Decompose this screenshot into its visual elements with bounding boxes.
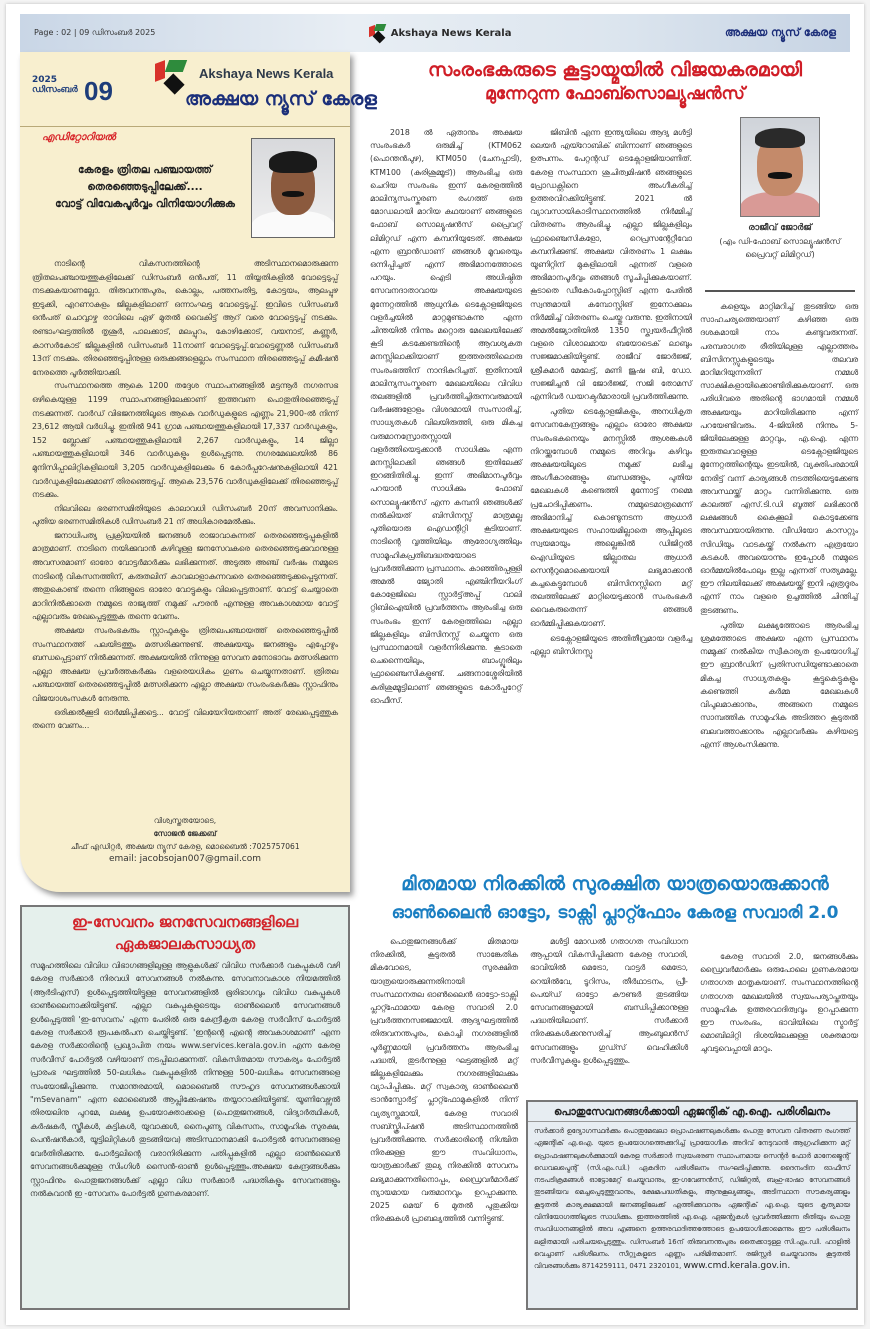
savari-column-1 xyxy=(370,935,518,1227)
issue-day: 09 xyxy=(84,76,113,106)
paragraph: ടെക്നോളജിയുടെ അതിതീവ്രമായ വളർച്ച എല്ലാ ബിസിനസ്സു xyxy=(530,633,692,656)
author-name: സോജൻ ജേക്കബ് xyxy=(153,829,217,838)
eseva-body: സമൂഹത്തിലെ വിവിധ വിഭാഗങ്ങളിലുള്ള ആളുകൾക്ക് വിവിധ സർക്കാർ വകുപ്പുകൾ വഴി കേരള സർക്കാർ നിരവധി സേവനങ്ങൾ നൽകുന്നു. സേവനാവകാശ നിയമത്തിൽ (ആർടിഎസ്) ഉൾപ്പെടുത്തിയിട്ടുള്ള സേവനങ്ങളിൽ ഭൂരിഭാഗവും വിവിധ വകുപ്പുകൾ ഓൺലൈനാക്കിയിട്ടുണ്ട്. എല്ലാ വകുപ്പുകളുടെയും ഓൺലൈൻ സേവനങ്ങൾ ഉൾപ്പെടുത്തി 'ഇ-സേവനം' എന്ന പേരിൽ ഒരു കേന്ദ്രീകൃത കേരള സർവീസ് പോർട്ടൽ കേരള സർക്കാർ രൂപകൽപന ചെയ്തിട്ടുണ്ട്. 'ഇന്റന്റെ എന്റെ അവകാശമാണ്' എന്ന കേരള സർക്കാരിന്റെ പ്രഖ്യാപിത നയം www.services.kerala.gov.in എന്ന കേരള സർവീസ് പോർട്ടൽ വഴിയാണ് നടപ്പിലാക്കുന്നത്. വികസിതമായ സൗകര്യം പോർട്ടൽ പ്രാരംഭ ഘട്ടത്തിൽ 50-ലധികം വകുപ്പുകളിൽ നിന്നുള്ള 500-ലധികം സേവനങ്ങളെ സംയോജിപ്പിക്കുന്നു. സമാന്തരമായി, മൊബൈൽ സൗഹൃദ സേവനങ്ങൾക്കായി "mSevanam" എന്ന മൊബൈൽ ആപ്ലിക്കേഷനും തയ്യാറാക്കിയിട്ടുണ്ട്. യൂണിവേഴ്സൽ തിരയലിനു പുറമേ, ലക്ഷ്യ ഉപയോക്താക്കളെ (പൊതുജനങ്ങൾ, വിദ്യാർത്ഥികൾ, കർഷകർ, സ്ത്രീകൾ, കുട്ടികൾ, യുവാക്കൾ, നൈപുണ്യ വികസനം, സാമൂഹിക സുരക്ഷ, പെൻഷൻകാർ, യൂട്ടിലിറ്റികൾ തുടങ്ങിയവ) അടിസ്ഥാനമാക്കി പോർട്ടൽ സേവനങ്ങളെ വേർതിരിക്കുന്നു. പോർട്ടലിന്റെ വരാനിരിക്കുന്ന പതിപ്പുകളിൽ എല്ലാ ഓൺലൈൻ സേവനങ്ങൾക്കുമുള്ള സിംഗിൾ സൈൻ-ഓൺ ഉൾപ്പെടുത്തും.അക്ഷയ കേന്ദ്രങ്ങൾക്കും സ്റ്റാഫിനും പൊതുജനങ്ങൾക്ക് എല്ലാ വിധ സർക്കാർ പദ്ധതികളും സേവനങ്ങളും നൽകുവാൻ ഇ -സേവനം പോർട്ടൽ ഗുണകരമാണ്. xyxy=(30,961,340,1198)
author-role: ചീഫ് എഡിറ്റർ, അക്ഷയ ന്യൂസ് കേരള, മൊബൈൽ :7025757061 xyxy=(70,842,300,851)
header-brand-en: Akshaya News Kerala xyxy=(390,27,512,39)
paragraph: അക്ഷയ സംരംഭകരും സ്റ്റാഫുകളും ത്രിതലപഞ്ചായത്ത് തെരഞ്ഞെടുപ്പിൽ സംസ്ഥാനത്ത് പലയിടത്തും മത്സരിക്കുന്നുണ്ട്. അക്ഷയയും ജനങ്ങളും എപ്പോഴും ബന്ധപ്പെട്ടാണ് നിൽക്കുന്നത്. അക്ഷയയിൽ നിന്നുള്ള സേവന മനോഭാവം മത്സരിക്കുന്ന എല്ലാ അക്ഷയ പ്രവർത്തകർക്കും വളരെയധികം ഗുണം ചെയ്യുന്നതാണ്. ത്രിതല പഞ്ചായത്ത് തെരഞ്ഞെടുപ്പിൽ മത്സരിക്കുന്ന എല്ലാ അക്ഷയ സംരംഭകർക്കും സ്റ്റാഫിനും വിജയാശംസകൾ നേരുന്നു. xyxy=(32,626,338,703)
eseva-article xyxy=(20,905,350,1310)
headline-line: തെരഞ്ഞെടുപ്പിലേക്ക്.... xyxy=(87,181,203,193)
paragraph: ഒരിക്കൽക്കൂടി ഓർമ്മിപ്പിക്കട്ടെ... വോട്ട് വിലയേറിയതാണ് അത് രേഖപ്പെടുത്തുക തന്നെ വേണം... xyxy=(32,707,338,731)
masthead xyxy=(20,52,377,127)
paragraph: മൾട്ടി മോഡൽ ഗതാഗത സംവിധാന ആപ്പായി വികസിപ്പിക്കുന്ന കേരള സവാരി, ഭാവിയിൽ മെട്രോ, വാട്ടർ മെട്രോ, റെയിൽവേ, ടൂറിസം, തീർഥാടനം, പ്രീ-പെയ്ഡ് ഓട്ടോ കൗണ്ടർ തുടങ്ങിയ സേവനങ്ങളുമായി ബന്ധിപ്പിക്കാനുള്ള പദ്ധതിയിലാണ്. സർക്കാർ നിരക്കുകൾക്കനുസരിച്ച് ആംബുലൻസ് സേവനങ്ങളും ഗുഡ്സ് വെഹിക്കിൾ സർവീസുകളും ഉൾപ്പെടുത്തും. xyxy=(530,937,688,1065)
page-number-date: Page : 02 | 09 ഡിസംബർ 2025 xyxy=(34,28,156,37)
md-caption xyxy=(705,222,855,261)
md-name: രാജീവ് ജോർജ് xyxy=(748,223,812,233)
paragraph: പുതിയ ലക്ഷ്യത്തോടെ ആരംഭിച്ച ശ്രമത്തോടെ അക്ഷയ എന്ന പ്രസ്ഥാനം നമ്മുക്ക് നൽകിയ സ്വീകാര്യത ഉപയോഗിച്ച് ഈ ബ്രാൻഡിന് പ്രതിസന്ധിയുണ്ടാക്കാതെ മികച്ച സാധ്യതകളും കൂട്ടുകെട്ടുകളും കണ്ടെത്തി കർമ്മ മേഖലകൾ വിപുലമാക്കാനും, അങ്ങനെ നമ്മുടെ സാമ്പത്തിക സാമൂഹിക അടിത്തറ കൂടുതൽ ബലവത്താക്കാനും എല്ലാവർക്കും കഴിയട്ടെ എന്ന് ആശംസിക്കുന്നു. xyxy=(700,620,858,749)
feature-headline xyxy=(370,58,860,106)
md-role: (എം ഡി-ഫോബ് സൊല്യൂഷൻസ് പ്രൈവറ്റ് ലിമിറ്റഡ്) xyxy=(719,237,841,259)
headline-line: കേരളം ത്രിതല പഞ്ചായത്ത് xyxy=(78,164,212,176)
issue-year: 2025 xyxy=(32,75,58,85)
paragraph: കേരള സവാരി 2.0, ജനങ്ങൾക്കും ഡ്രൈവർമാർക്കും ഒരുപോലെ ഗുണകരമായ ഗതാഗത മാതൃകയാണ്. സംസ്ഥാനത്തിന്റെ ഗതാഗത മേഖലയിൽ സ്വയംപര്യാപ്തതയും സാമൂഹിക ഉത്തരവാദിത്വവും ഉറപ്പാക്കുന്ന ഈ സംരംഭം, ഭാവിയിലെ സ്മാർട്ട് മൊബിലിറ്റി ദിശയിലേക്കുള്ള ശക്തമായ ചുവടുവെപ്പായി മാറും. xyxy=(700,952,858,1054)
author-email[interactable]: email: jacobsojan007@gmail.com xyxy=(108,854,262,864)
savari-headline xyxy=(370,870,860,928)
editorial-body xyxy=(32,257,338,733)
ai-title: പൊതുസേവനങ്ങൾക്കായി ഏജന്റിക് എ.ഐ. പരിശീലനം xyxy=(528,1102,856,1122)
headline-line: വോട്ട് വിവേകപൂർവ്വം വിനിയോഗിക്കുക xyxy=(55,198,235,210)
feature-column-2 xyxy=(530,126,692,660)
signoff: വിശ്വസ്തതയോടെ, xyxy=(153,816,217,825)
editor-photo xyxy=(251,138,335,238)
paragraph: സംസ്ഥാനത്തെ ആകെ 1200 തദ്ദേശ സ്ഥാപനങ്ങളിൽ മട്ടന്നൂർ നഗരസഭ ഒഴികെയുള്ള 1199 സ്ഥാപനങ്ങളിലേക്കാണ് ഇത്തവണ പൊതുതിരഞ്ഞെടുപ്പ് നടക്കുന്നത്. വാർഡ് വിഭജനത്തിലൂടെ ആകെ വാർഡുകളുടെ എണ്ണം 21,900-ൽ നിന്ന് 23,612 ആയി വർധിച്ചു. ഇതിൽ 941 ഗ്രാമ പഞ്ചായത്തുകളിലായി 17,337 വാർഡുകളും, 152 ബ്ലോക്ക് പഞ്ചായത്തുകളിലായി 2,267 വാർഡുകളും, 14 ജില്ലാ പഞ്ചായത്തുകളിലായി 346 വാർഡുകളും ഉൾപ്പെടുന്നു. നഗരമേഖലയിൽ 86 മുനിസിപ്പാലിറ്റികളിലായി 3,205 വാർഡുകളിലേക്കും 6 കോർപ്പറേഷനുകളിലായി 421 വാർഡുകളിലേക്കുമാണ് തിരഞ്ഞെടുപ്പ്. ആകെ 23,576 വാർഡുകളിലേക്ക് തിരഞ്ഞെടുപ്പ് നടക്കും. xyxy=(32,381,338,500)
feature-column-1 xyxy=(370,126,522,709)
paragraph: 2018 ൽ ഏതാനും അക്ഷയ സംരംഭകർ ഒരുമിച്ച് (KTM062 (പൊന്തൻപുഴ), KTM050 (ചേനപ്പാടി), KTM100 (കുരിശുമ്മൂട്)) ആരംഭിച്ച ഒരു ചെറിയ സംരംഭം ഇന്ന് കേരളത്തിൽ മാലിന്യസംസ്കരണ രംഗത്ത് ഒരു മോഡലായി മാറിയ കഥയാണ് ഞങ്ങളുടെ ഫോബ് സൊല്യൂഷൻസ് പ്രൈവറ്റ് ലിമിറ്റഡ് എന്ന കമ്പനിയുടേത്. അക്ഷയ എന്ന ബ്രാൻഡാണ് ഞങ്ങൾ മൂവരെയും ഒന്നിപ്പിച്ചത് എന്ന് അഭിമാനത്തോടെ പറയും. ഐടി അധിഷ്ഠിത സേവനദാതാവായ അക്ഷയയുടെ മുന്നേറ്റത്തിൽ ആധുനിക ടെക്നോളജിയുടെ വളർച്ചയിൽ മാറ്റമുണ്ടാകുന്നു എന്ന ചിന്തയിൽ നിന്നും മറ്റൊരു മേഖലയിലേക്ക് കൂടി കടക്കേണ്ടതിന്റെ ആവശ്യകത മനസ്സിലാക്കിയാണ് ഇത്തരത്തിലൊരു സംരംഭത്തിന് നാന്ദികുറിച്ചത്. ഇതിനായി മാലിന്യസംസ്കരണ മേഖലയിലെ വിവിധ തലങ്ങളിൽ പ്രവർത്തിച്ചിരുന്നവരുമായി വർഷങ്ങളോളം വിശദമായി സംസാരിച്ച്, സാധ്യതകൾ വിലയിരുത്തി, ഒരു മികച്ച വരുമാനസ്രോതസ്സായി വളർത്തിയെടുക്കാൻ സാധിക്കും എന്ന മനസ്സിലാക്കി ഞങ്ങൾ ഇതിലേക്ക് ഇറങ്ങിതിരിച്ചു. ഇന്ന് അഭിമാനപൂർവ്വം പറയാൻ സാധിക്കും ഫോബ് സൊല്യൂഷൻസ് എന്ന കമ്പനി ഞങ്ങൾക്ക് നൽകിയത് ബിസിനസ്സ് മാത്രമല്ല പുതിയൊരു ഐഡന്റിറ്റി കൂടിയാണ്. നാടിന്റെ വൃത്തിയിലും ആരോഗ്യത്തിലും സാമൂഹികപ്രതിബദ്ധതയോടെ പ്രവർത്തിക്കുന്ന പ്രസ്ഥാനം. കാഞ്ഞിരപ്പള്ളി അമൽ ജ്യോതി എഞ്ചിനീയറിംഗ് കോളേജിലെ സ്റ്റാർട്ട്അപ്പ് വാലി റ്റിബിഐയിൽ പ്രവർത്തനം ആരംഭിച്ച ഒരു സംരംഭം ഇന്ന് കേരളത്തിലെ എല്ലാ ജില്ലകളിലും ബിസിനസ്സ് ചെയ്യുന്ന ഒരു പ്രസ്ഥാനമായി വളർന്നിരിക്കുന്നു. കൂടാതെ ചെന്നൈയിലും, ബാംഗ്ലൂരിലും ഫ്രാഞ്ചൈസികളുണ്ട്. ചങ്ങനാശ്ശേരിയിൽ കുരിശുമ്മൂട്ടിലാണ് ഞങ്ങളുടെ കോർപ്പറേറ്റ് ഓഫീസ്. xyxy=(370,128,523,705)
paragraph: നിലവിലെ ഭരണസമിതിയുടെ കാലാവധി ഡിസംബർ 20ന് അവസാനിക്കും. പുതിയ ഭരണസമിതികൾ ഡിസംബർ 21 ന് അധികാരമേൽക്കും. xyxy=(32,503,338,527)
paragraph: പുതിയ ടെക്നോളജികളും, അനധികൃത സേവനകേന്ദ്രങ്ങളും എല്ലാം ഓരോ അക്ഷയ സംരംഭകനെയും മനസ്സിൽ ആശങ്കകൾ നിറയ്ക്കുമ്പോൾ നമ്മുടെ അറിവും കഴിവും അക്ഷയയിലൂടെ നമുക്ക് ലഭിച്ച അംഗീകാരങ്ങളും ബന്ധങ്ങളും, പുതിയ മേഖലകൾ കണ്ടെത്തി മുന്നോട്ട് നമ്മെ പ്രചോദിപ്പിക്കണം. നമ്മുടെമാത്രമെന്ന് അഭിമാനിച്ച് കൊണ്ടുനടന്ന ആധാർ അക്ഷയയുടെ സഹായമില്ലാതെ ആപ്പിലൂടെ സ്വയമായും അല്ലെങ്കിൽ ഡിജിറ്റൽ ഐഡിയൂടെ ജില്ലാതല ആധാർ സെന്ററുമൊക്കെയായി ലഭ്യമാക്കാൻ കച്ചകെട്ടുമ്പോൾ ബിസിനസ്സിനെ മറ്റ് തലത്തിലേക്ക് മാറ്റിയെടുക്കാൻ സംരംഭകർ വൈകരുതെന്ന് ഞങ്ങൾ ഓർമ്മിപ്പിക്കുകയാണ്. xyxy=(530,407,692,628)
signature-block xyxy=(32,814,338,866)
paragraph: നാടിന്റെ വികസനത്തിന്റെ അടിസ്ഥാനമൊരുക്കുന്ന ത്രിതലപഞ്ചായത്തുകളിലേക്ക് ഡിസംബർ ഒൻപത്, 11 തിയ്യതികളിൽ വോട്ടെടുപ്പ് നടക്കുകയാണല്ലോ. തിരുവനന്തപുരം, കൊല്ലം, പത്തനംതിട്ട, കോട്ടയം, ആലപ്പുഴ ഇടുക്കി, എറണാകുളം ജില്ലകളിലാണ് ഒന്നാംഘട്ട വോട്ടെടുപ്പ്. ഇവിടെ ഡിസംബർ ഒൻപത് ചൊവ്വാഴ്ച രാവിലെ ഏഴ് മുതൽ വൈകിട്ട് ആറ് വരെ വോട്ടെടുപ്പ് നടക്കും. രണ്ടാംഘട്ടത്തിൽ തൃശൂർ, പാലക്കാട്, മലപ്പുറം, കോഴിക്കോട്, വയനാട്, കണ്ണൂർ, കാസർകോട് ജില്ലകളിൽ ഡിസംബർ 11നാണ് വോട്ടെടുപ്പ്.വോട്ടെണ്ണൽ ഡിസംബർ 13ന് നടക്കും. തിരഞ്ഞെടുപ്പിനുള്ള ഒരുക്കങ്ങളെല്ലാം സംസ്ഥാന തിരഞ്ഞെടുപ്പ് കമീഷൻ നേരത്തെ പൂർത്തിയാക്കി. xyxy=(32,259,338,377)
md-photo xyxy=(740,117,820,217)
editorial-panel xyxy=(20,52,377,892)
issue-date xyxy=(32,75,113,106)
title-line: മിതമായ നിരക്കിൽ സുരക്ഷിത യാത്രയൊരുക്കാൻ xyxy=(401,873,829,895)
eseva-title xyxy=(22,907,348,955)
editorial-kicker: എഡിറ്റോറിയൽ xyxy=(42,132,116,143)
header-brand xyxy=(369,24,512,42)
cmd-website-link[interactable]: www.cmd.kerala.gov.in. xyxy=(683,1261,791,1272)
divider xyxy=(705,290,855,292)
savari-column-3 xyxy=(700,950,858,1058)
title-line: ഇ-സേവനം ജനസേവനങ്ങളിലെ xyxy=(71,913,299,931)
akshaya-logo-icon xyxy=(369,24,387,42)
title-line: ഓൺലൈൻ ഓട്ടോ, ടാക്സി പ്ലാറ്റ്ഫോം കേരള സവാരി 2.0 xyxy=(391,903,839,923)
masthead-brand-ml: അക്ഷയ ന്യൂസ് കേരള xyxy=(185,88,377,110)
masthead-brand-en: Akshaya News Kerala xyxy=(199,66,334,81)
akshaya-logo-icon xyxy=(155,60,189,94)
header-brand-ml: അക്ഷയ ന്യൂസ് കേരള xyxy=(724,26,836,39)
page-header-bar xyxy=(20,14,850,52)
savari-column-2 xyxy=(530,935,688,1069)
feature-column-3 xyxy=(700,300,858,753)
issue-month: ഡിസംബർ xyxy=(32,85,78,95)
ai-body xyxy=(528,1122,856,1276)
paragraph: ജനാധിപത്യ പ്രക്രിയയിൽ ജനങ്ങൾ രാജാവാകുന്നത് തെരഞ്ഞെടുപ്പുകളിൽ മാത്രമാണ്. നാടിനെ നയിക്കുവാൻ കഴിവുള്ള ജനസേവകരെ തെരഞ്ഞെടുക്കുവാനുള്ള അവസരമാണ് ഓരോ വോട്ടർമാർക്കും ലഭിക്കുന്നത്. അടുത്ത അഞ്ച് വർഷം നമ്മുടെ നാടിന്റെ വികസനത്തിന്, കരുതലിന് കാവലാളാകുന്നവരെ തെരഞ്ഞെടുക്കപ്പെടുന്നത്. അതുകൊണ്ട് തന്നെ നിങ്ങളുടെ ഓരോ വോട്ടുകളും വിലപ്പെട്ടതാണ്. വോട്ട് ചെയ്യാതെ മാറിനിൽക്കാതെ നമ്മുടെ രാജ്യത്ത് നമുക്ക് പൗരൻ എന്നുള്ള അവകാശമായ വോട്ട് എല്ലാവരും രേഖപ്പെടുത്തുക തന്നെ വേണം. xyxy=(32,530,338,622)
title-line: ഏകജാലകസാധ്യത xyxy=(114,935,256,953)
agentic-ai-box xyxy=(526,1100,858,1310)
title-line: മുന്നേറുന്ന ഫോബ്സൊല്യൂഷൻസ് xyxy=(485,84,745,104)
ai-body-text: സർക്കാർ ഉദ്യോഗസ്ഥർക്കും പൊതുമേഖലാ പ്രൊഫഷണലുകൾക്കും പൊതു സേവന വിതരണ രംഗത്ത് ഏജന്റിക് എ.ഐ. യുടെ ഉപയോഗത്തെക്കുറിച്ച് പ്രായോഗിക അറിവ് നേടുവാൻ ആഗ്രഹിക്കുന്ന മറ്റ് പ്രൊഫഷണലുകൾക്കുമായി കേരള സർക്കാർ സ്വയംഭരണ സ്ഥാപനമായ സെന്റർ ഫോർ മാനേജ്മെന്റ് ഡെവലപ്മെന്റ് (സി.എം.ഡി.) ഏകദിന പരിശീലനം സംഘടിപ്പിക്കുന്നു. ദൈനംദിന ഓഫീസ് നടപടിക്രമങ്ങൾ ഓട്ടോമേറ്റ് ചെയ്യുവാനും, ഇ-ഗവേണൻസ്, ഡിജിറ്റൽ, ബഹു-ഭാഷാ സേവനങ്ങൾ തുടങ്ങിയവ മെച്ചപ്പെടുത്തുവാനും, ക്ഷേമപദ്ധതികളും, ആനുകൂല്യങ്ങളും, അടിസ്ഥാന സൗകര്യങ്ങളും കൂടുതൽ കാര്യക്ഷമമായി ജനങ്ങളിലേക്ക് എത്തിക്കുവാനും ഏജന്റിക് എ.ഐ. യുടെ കൃത്യമായ വിനിയോഗത്തിലൂടെ സാധിക്കും. ഇത്തരത്തിൽ എ.ഐ. ഏജന്റുകൾ പ്രവർത്തിക്കുന്ന രീതിയും പൊതു സംവിധാനങ്ങളിൽ അവ എങ്ങനെ ഉത്തരവാദിത്തത്തോടെ ഉപയോഗിക്കാമെന്നും ഈ പരിശീലനം ലളിതമായി പരിചയപ്പെടുത്തും. ഡിസംബർ 16ന് തിരുവനന്തപുരം തൈക്കാടുള്ള സി.എം.ഡി. ഹാളിൽ വെച്ചാണ് പരിശീലനം. സീറ്റുകളുടെ എണ്ണം പരിമിതമാണ്. രജിസ്റ്റർ ചെയ്യുവാനും കൂടുതൽ വിവരങ്ങൾക്കും 8714259111, 0471 2320101, xyxy=(534,1127,850,1271)
editorial-headline xyxy=(40,162,250,213)
paragraph: പൊതുജനങ്ങൾക്ക് മിതമായ നിരക്കിൽ, കൂടുതൽ സാങ്കേതിക മികവോടെ, സുരക്ഷിത യാത്രയൊരുക്കുന്നതിനായി സംസ്ഥാനതല ഓൺലൈൻ ഓട്ടോ-ടാക്സി പ്ലാറ്റ്ഫോമായ കേരള സവാരി 2.0 പ്രവർത്തനസജ്ജമായി. ആദ്യഘട്ടത്തിൽ തിരുവനന്തപുരം, കൊച്ചി നഗരങ്ങളിൽ പൂർണ്ണമായി പ്രവർത്തനം ആരംഭിച്ച പദ്ധതി, തുടർന്നുള്ള ഘട്ടങ്ങളിൽ മറ്റ് ജില്ലകളിലേക്കും നഗരങ്ങളിലേക്കും വ്യാപിപ്പിക്കും. മറ്റ് സ്വകാര്യ ഓൺലൈൻ ട്രാൻസ്പോർട്ട് പ്ലാറ്റ്ഫോമുകളിൽ നിന്ന് വ്യത്യസ്തമായി, കേരള സവാരി സബ്സ്ക്രിപ്ഷൻ അടിസ്ഥാനത്തിൽ പ്രവർത്തിക്കുന്നു. സർക്കാരിന്റെ നിശ്ചിത നിരക്കുള്ള ഈ സംവിധാനം, യാത്രക്കാർക്ക് തുല്യ നിരക്കിൽ സേവനം ലഭ്യമാക്കുന്നതിനൊപ്പം, ഡ്രൈവർമാർക്ക് ന്യായമായ വരുമാനവും ഉറപ്പാക്കുന്നു. 2025 മെയ് 6 മുതൽ പുതുക്കിയ നിരക്കുകൾ പ്രാബല്യത്തിൽ വന്നിട്ടുണ്ട്. xyxy=(370,937,518,1224)
title-line: സംരംഭകരുടെ കൂട്ടായ്മയിൽ വിജയകരമായി xyxy=(427,59,803,81)
paragraph: ജിബിൻ എന്ന ഇന്ത്യയിലെ ആദ്യ മൾട്ടി ലെയർ എയ്റോബിക് ബിന്നാണ് ഞങ്ങളുടെ ഉത്പന്നം. പേറ്റന്റഡ് ടെക്നോളജിയാണിത്. കേരള സംസ്ഥാന ശുചിത്വമിഷൻ ഞങ്ങളുടെ പ്രോഡക്റ്റിനെ അംഗീകരിച്ച് ഉത്തരവിറക്കിയിട്ടുണ്ട്. 2021 ൽ വ്യാവസായികാടിസ്ഥാനത്തിൽ നിർമ്മിച്ച് വിതരണം ആരംഭിച്ചു. എല്ലാ ജില്ലകളിലും ഫ്രാഞ്ചൈസികളോ, റെപ്രസന്റേറ്റീവോ കമ്പനിക്കുണ്ട്. അക്ഷയ വിതരണം 1 ലക്ഷം യൂണിറ്റിന് മുകളിലായി എന്നത് വളരെ അഭിമാനപൂർവ്വം ഞങ്ങൾ സൂചിപ്പിക്കുകയാണ്. കൂടാതെ ഡീകോംപ്പോസ്റ്റിങ് എന്ന പേരിൽ സ്വന്തമായി കമ്പോസ്റ്റിങ് ഇനോക്കുലം നിർമ്മിച്ച് വിതരണം ചെയ്തു വരുന്നു. ഇതിനായി അമൽജ്യോതിയിൽ 1350 സ്ക്വയർഫീറ്റിൽ വളരെ വിശാലമായ ബയോടെക് ലാബും സജ്ജമാക്കിയിട്ടുണ്ട്. രാജീവ് ജോർജ്ജ്, ശ്രീകുമാർ മേലേട്ട്, മണി ജൂഷ ബി, ഡോ. സജ്ജിച്ചൻ വി ജോർജ്ജ്, സജി തോമസ് എന്നിവർ ഡയറക്ടർമാരായി പ്രവർത്തിക്കുന്നു. xyxy=(530,128,692,402)
paragraph: കളെയും മാറ്റിമറിച്ച് തുടങ്ങിയ ഒരു സാഹചര്യത്തെയാണ് കഴിഞ്ഞ ഒരു ദശകമായി നാം കണ്ടുവരുന്നത്. പരമ്പരാഗത രീതിയിലുള്ള എല്ലാത്തരം ബിസിനസ്സുകളുടെയും തലവര മാറിമറിയുന്നതിന് നമ്മൾ സാക്ഷികളായിക്കൊണ്ടിരിക്കുകയാണ്. ഒരു പരിധിവരെ അതിന്റെ ഭാഗമായി നമ്മൾ അക്ഷയയും മാറിയിരിക്കുന്നു എന്ന് പറയേണ്ടിവരും. 4-ജിയിൽ നിന്നും 5-ജിയിലേക്കുള്ള മാറ്റവും, എ.ഐ. എന്ന ഇരുതലവാളുള്ള ടെക്നോളജിയുടെ മുന്നേറ്റത്തിന്റെയും ഇടയിൽ, വ്യക്തിപരമായി നേരിട്ട് വന്ന് കാര്യങ്ങൾ നടത്തിയെടുക്കേണ്ട അവസ്ഥയ്ക്ക് മാറ്റം വന്നിരിക്കുന്നു. ഒരു കാലത്ത് എസ്.ടി.ഡി ബൂത്ത് ലഭിക്കാൻ ലക്ഷങ്ങൾ കൈക്കൂലി കൊടുക്കേണ്ട അവസ്ഥയായിരുന്നു. വീഡിയോ കാസറ്റും സിഡിയും വാടകയ്ക്ക് നൽകുന്ന എത്രയോ കടകൾ. അവയൊന്നും ഇപ്പോൾ നമ്മുടെ ഓർമ്മയിൽപോലും ഇല്ല എന്നത് സത്യമല്ലേ. ഈ നിലയിലേക്ക് അക്ഷയയ്ക്ക് ഇനി എത്രദൂരം എന്ന് നാം വളരെ ഉച്ചത്തിൽ ചിന്തിച്ച് തുടങ്ങണം. xyxy=(700,302,858,615)
